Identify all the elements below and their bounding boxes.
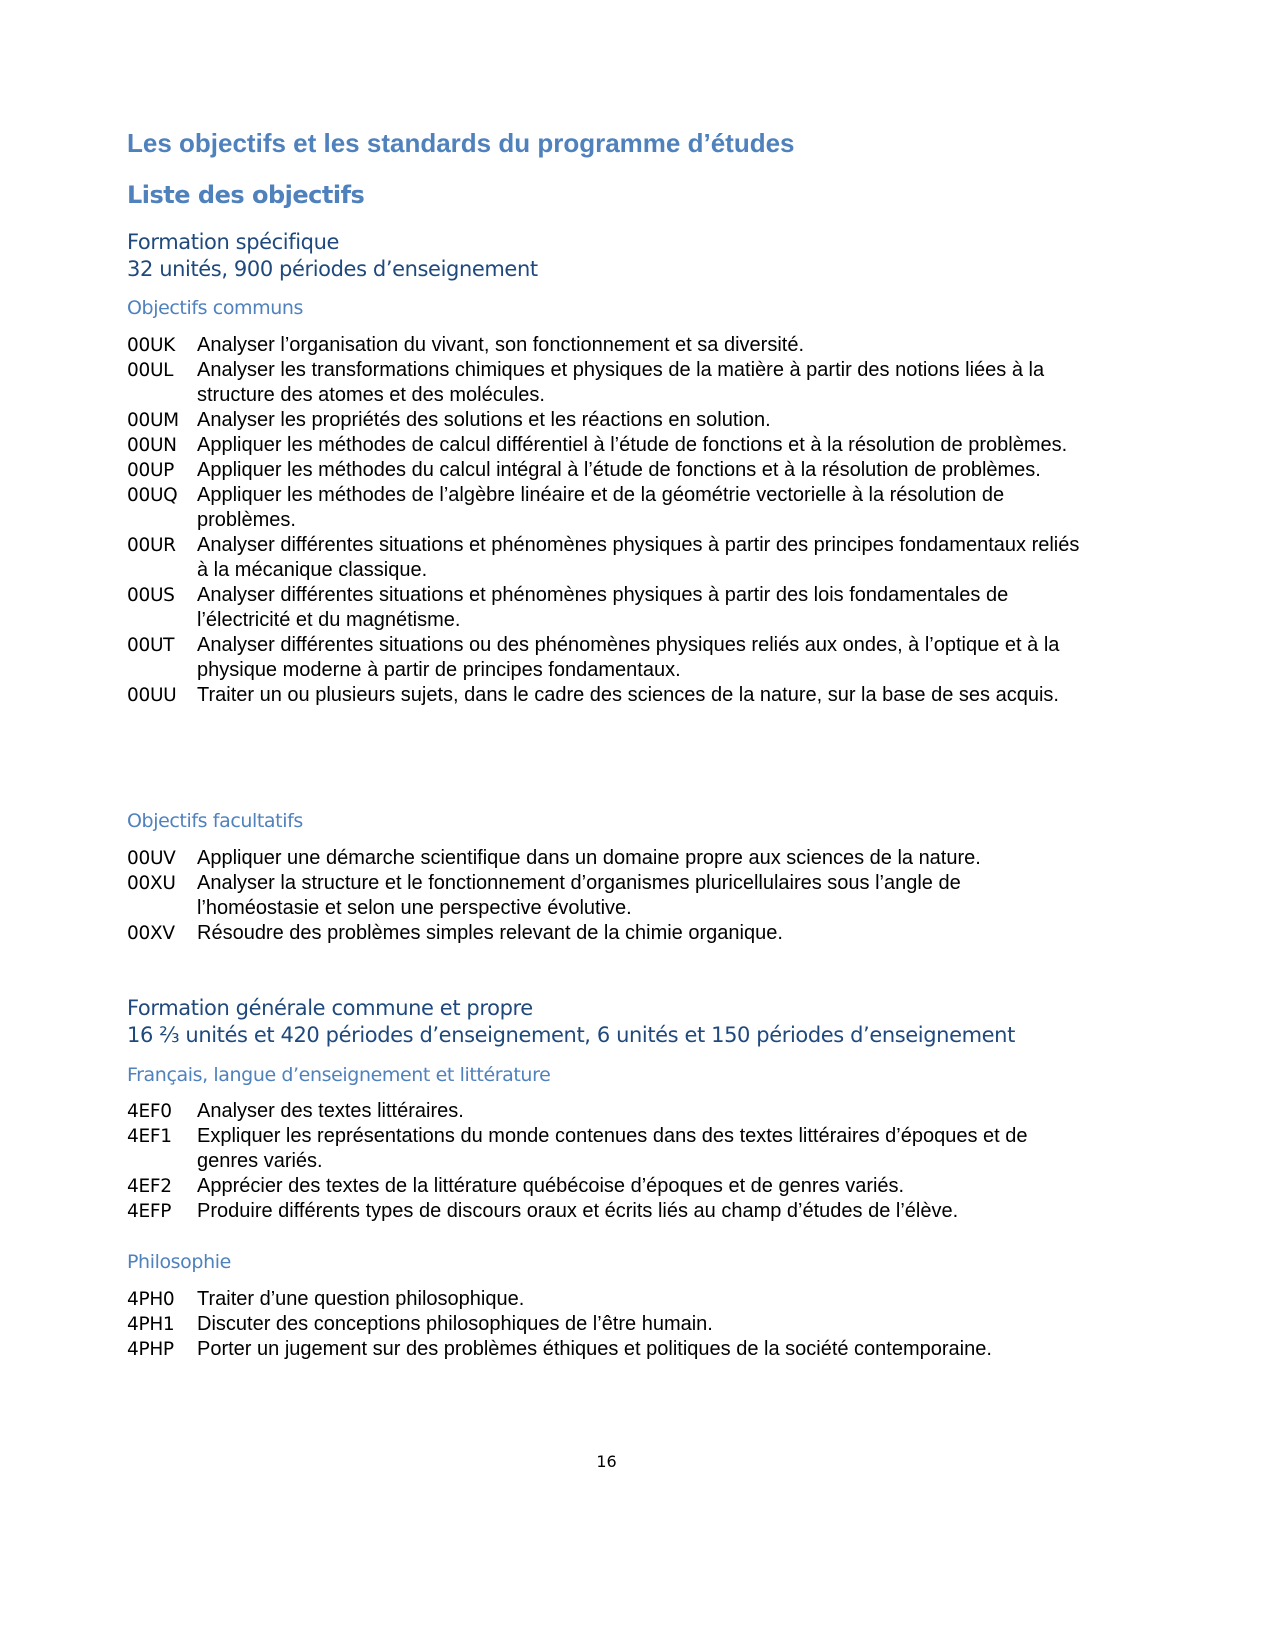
objective-text: Analyser la structure et le fonctionnement d’organismes pluricellulaires sous l’angle de l’homéostasie et selon une perspective évolutive.	[197, 872, 961, 919]
objective-code: 4EF0	[127, 1101, 172, 1122]
objective-item	[127, 921, 1087, 946]
optional-objectives-list	[127, 846, 1087, 946]
objective-code: 00UK	[127, 335, 176, 356]
optional-objectives-label: Objectifs facultatifs	[127, 810, 303, 832]
objective-code: 4PH0	[127, 1289, 175, 1310]
objective-text: Traiter d’une question philosophique.	[197, 1288, 525, 1310]
objective-code: 00XV	[127, 923, 175, 944]
french-label: Français, langue d’enseignement et littérature	[127, 1064, 551, 1086]
objective-code: 00XU	[127, 873, 176, 894]
objective-code: 00UT	[127, 635, 175, 656]
objective-code: 00UN	[127, 435, 177, 456]
objective-item	[127, 1312, 1087, 1337]
objective-item	[127, 1199, 1087, 1224]
french-objectives-list	[127, 1099, 1087, 1224]
objective-text: Appliquer une démarche scientifique dans un domaine propre aux sciences de la nature.	[197, 847, 981, 869]
objective-code: 00UM	[127, 410, 179, 431]
objective-item	[127, 683, 1087, 708]
objective-text: Analyser l’organisation du vivant, son fonctionnement et sa diversité.	[197, 334, 805, 356]
common-objectives-label: Objectifs communs	[127, 297, 304, 319]
objective-item	[127, 1124, 1087, 1174]
objective-text: Analyser différentes situations et phénomènes physiques à partir des lois fondamentales de l’électricité et du magnétisme.	[197, 584, 1009, 631]
objective-code: 00UL	[127, 360, 174, 381]
objective-text: Expliquer les représentations du monde contenues dans des textes littéraires d’époques et de genres variés.	[197, 1125, 1028, 1172]
objective-code: 00UU	[127, 685, 177, 706]
objective-text: Apprécier des textes de la littérature québécoise d’époques et de genres variés.	[197, 1175, 905, 1197]
objective-text: Traiter un ou plusieurs sujets, dans le cadre des sciences de la nature, sur la base de ses acquis.	[197, 684, 1059, 706]
objective-item	[127, 358, 1087, 408]
objective-code: 4PH1	[127, 1314, 175, 1335]
objective-item	[127, 871, 1087, 921]
objective-code: 00UR	[127, 535, 176, 556]
objective-item	[127, 433, 1087, 458]
objective-text: Résoudre des problèmes simples relevant de la chimie organique.	[197, 922, 783, 944]
objective-code: 4EF2	[127, 1176, 172, 1197]
objective-text: Analyser des textes littéraires.	[197, 1100, 464, 1122]
objective-text: Analyser les propriétés des solutions et les réactions en solution.	[197, 409, 771, 431]
objective-code: 00UQ	[127, 485, 178, 506]
objective-code: 00UP	[127, 460, 175, 481]
objective-text: Appliquer les méthodes de l’algèbre linéaire et de la géométrie vectorielle à la résolution de problèmes.	[197, 484, 1005, 531]
objective-item	[127, 1099, 1087, 1124]
objective-item	[127, 633, 1087, 683]
specific-heading: Formation spécifique	[127, 230, 340, 254]
general-heading: Formation générale commune et propre	[127, 996, 533, 1020]
objective-item	[127, 483, 1087, 533]
specific-units: 32 unités, 900 périodes d’enseignement	[127, 257, 538, 281]
page-title: Les objectifs et les standards du programme d’études	[127, 128, 795, 158]
objective-item	[127, 583, 1087, 633]
philosophy-label: Philosophie	[127, 1251, 231, 1273]
philosophy-objectives-list	[127, 1287, 1087, 1362]
objective-item	[127, 1174, 1087, 1199]
objective-text: Porter un jugement sur des problèmes éthiques et politiques de la société contemporaine.	[197, 1338, 992, 1360]
objective-code: 4PHP	[127, 1339, 174, 1360]
objective-item	[127, 408, 1087, 433]
objective-text: Appliquer les méthodes de calcul différentiel à l’étude de fonctions et à la résolution de problèmes.	[197, 434, 1068, 456]
section-title: Liste des objectifs	[127, 181, 365, 209]
common-objectives-list	[127, 333, 1087, 708]
objective-item	[127, 1337, 1087, 1362]
objective-code: 00US	[127, 585, 175, 606]
objective-code: 4EF1	[127, 1126, 172, 1147]
objective-text: Appliquer les méthodes du calcul intégral à l’étude de fonctions et à la résolution de problèmes.	[197, 459, 1041, 481]
general-units: 16 ⅔ unités et 420 périodes d’enseignement, 6 unités et 150 périodes d’enseignement	[127, 1023, 1015, 1047]
objective-item	[127, 533, 1087, 583]
objective-text: Discuter des conceptions philosophiques de l’être humain.	[197, 1313, 713, 1335]
objective-text: Produire différents types de discours oraux et écrits liés au champ d’études de l’élève.	[197, 1200, 959, 1222]
objective-text: Analyser les transformations chimiques et physiques de la matière à partir des notions liées à la structure des atomes et des molécules.	[197, 359, 1045, 406]
page-number: 16	[596, 1452, 617, 1471]
objective-item	[127, 846, 1087, 871]
objective-text: Analyser différentes situations et phénomènes physiques à partir des principes fondamentaux reliés à la mécanique classique.	[197, 534, 1080, 581]
objective-text: Analyser différentes situations ou des phénomènes physiques reliés aux ondes, à l’optique et à la physique moderne à partir de principes fondamentaux.	[197, 634, 1060, 681]
objective-code: 00UV	[127, 848, 176, 869]
objective-item	[127, 1287, 1087, 1312]
objective-item	[127, 333, 1087, 358]
objective-code: 4EFP	[127, 1201, 172, 1222]
objective-item	[127, 458, 1087, 483]
